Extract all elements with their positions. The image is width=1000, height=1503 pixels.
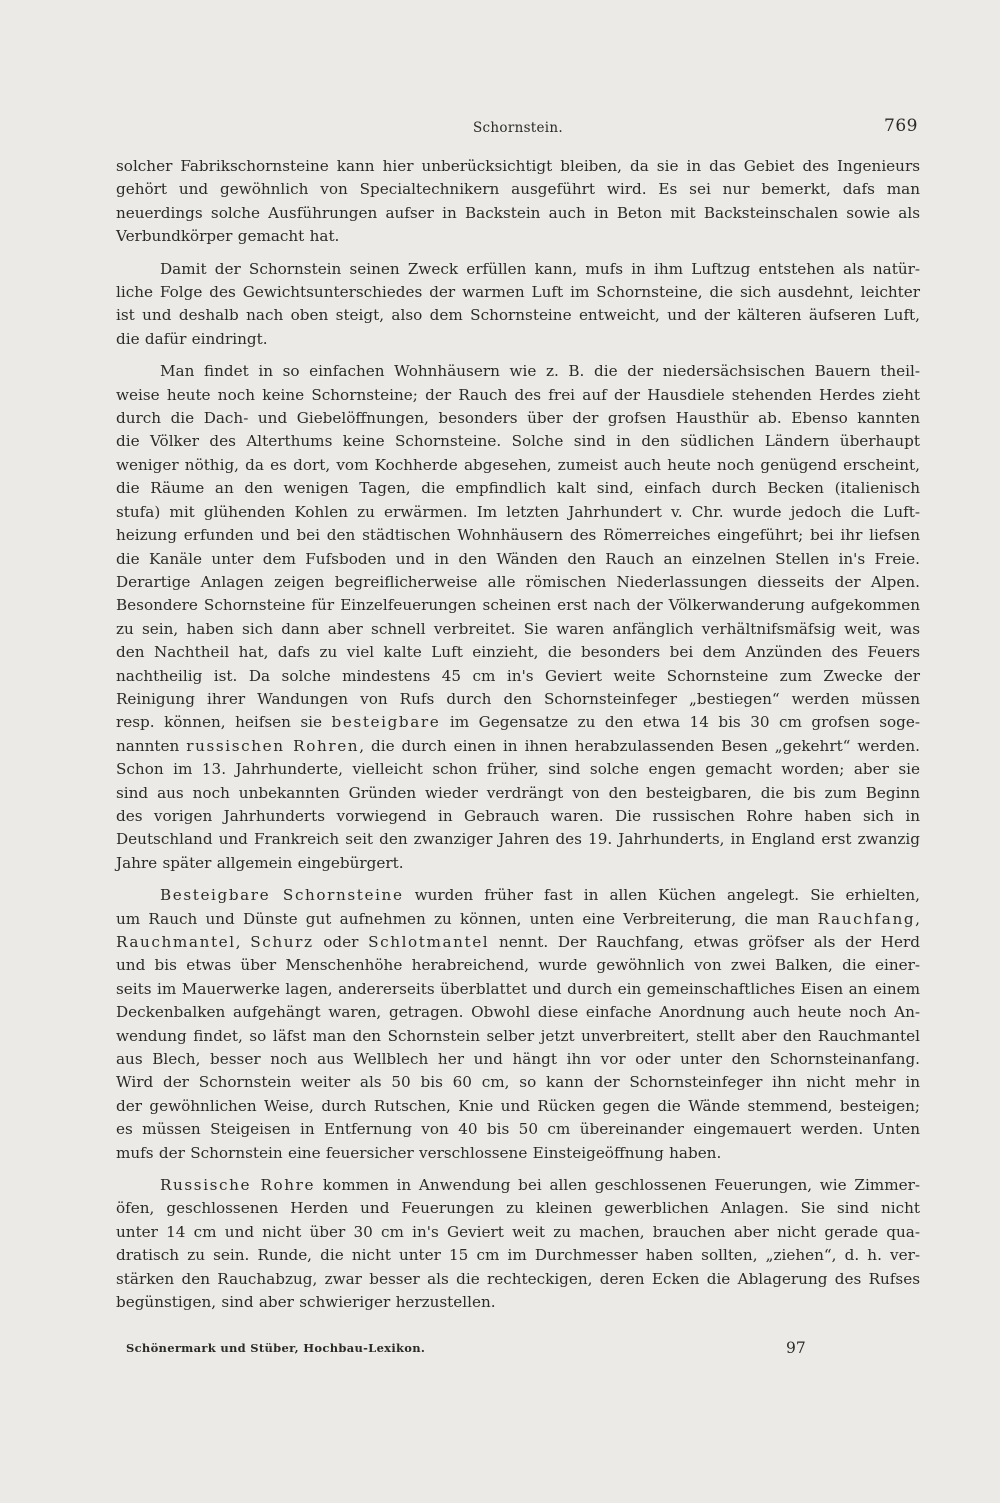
text-segment: um Rauch und Dünste gut aufnehmen zu können, unten eine Verbreiterung, die man — [116, 909, 818, 928]
text-line: zu sein, haben sich dann aber schnell verbreitet. Sie waren anfänglich verhältnifsmäfsig weit, was — [116, 619, 920, 638]
text-line: Besondere Schornsteine für Einzelfeuerungen scheinen erst nach der Völkerwanderung aufgekommen — [116, 596, 920, 615]
text-line: des vorigen Jahrhunderts vorwiegend in Gebrauch waren. Die russischen Rohre haben sich in — [116, 806, 920, 825]
text-line — [116, 735, 920, 758]
running-head — [116, 116, 920, 140]
text-line: unter 14 cm und nicht über 30 cm in's Geviert weit zu machen, brauchen aber nicht gerade qua- — [116, 1222, 920, 1241]
text-line: mufs der Schornstein eine feuersicher verschlossene Einsteigeöffnung haben. — [116, 1143, 722, 1162]
text-segment: nennt. Der Rauchfang, etwas gröfser als der Herd — [489, 933, 921, 951]
text-line: seits im Mauerwerke lagen, andererseits überblattet und durch ein gemeinschaftliches Eisen an einem — [116, 979, 920, 998]
text-line: solcher Fabrikschornsteine kann hier unberücksichtigt bleiben, da sie in das Gebiet des Ingenieurs — [116, 157, 920, 175]
text-line: dratisch zu sein. Runde, die nicht unter 15 cm im Durchmesser haben sollten, „ziehen“, d. h. ver- — [116, 1246, 920, 1265]
paragraph-3 — [116, 360, 920, 875]
text-line: Man findet in so einfachen Wohnhäusern wie z. B. die der niedersächsischen Bauern theil- — [160, 362, 920, 381]
text-line: Wird der Schornstein weiter als 50 bis 60 cm, so kann der Schornsteinfeger ihn nicht mehr in — [116, 1073, 920, 1092]
spaced-term: besteigbare — [331, 713, 441, 732]
text-line: nachtheilig ist. Da solche mindestens 45 cm in's Geviert weite Schornsteine zum Zwecke der — [116, 666, 920, 685]
running-title: Schornstein. — [472, 120, 564, 136]
text-line: sind aus noch unbekannten Gründen wieder verdrängt von den besteigbaren, die bis zum Beginn — [116, 783, 920, 802]
text-line: öfen, geschlossenen Herden und Feuerungen zu kleinen gewerblichen Anlagen. Sie sind nicht — [116, 1199, 920, 1218]
page-number: 769 — [884, 116, 918, 136]
spaced-term: Schlotmantel — [368, 933, 490, 951]
text-segment: , — [915, 909, 920, 928]
text-line: Jahre später allgemein eingebürgert. — [116, 853, 404, 872]
page-footer — [126, 1339, 806, 1361]
text-line: und bis etwas über Menschenhöhe herabreichend, wurde gewöhnlich von zwei Balken, die einer- — [116, 956, 920, 975]
text-line — [116, 931, 920, 954]
body-text — [116, 155, 920, 1315]
text-line: weise heute noch keine Schornsteine; der Rauch des frei auf der Hausdiele stehenden Herdes zieht — [116, 385, 920, 404]
text-line: Deutschland und Frankreich seit den zwanziger Jahren des 19. Jahrhunderts, in England erst zwanzig — [116, 830, 920, 849]
text-line: weniger nöthig, da es dort, vom Kochherde abgesehen, zumeist auch heute noch genügend erscheint, — [116, 455, 920, 474]
paragraph-2 — [116, 258, 920, 352]
sheet-signature: 97 — [786, 1339, 806, 1357]
text-line: die Völker des Alterthums keine Schornsteine. Solche sind in den südlichen Ländern überhaupt — [116, 432, 920, 451]
spaced-term: Besteigbare Schornsteine — [160, 886, 404, 905]
text-line: wendung findet, so läfst man den Schornstein selber jetzt unverbreitert, stellt aber den Rauchmantel — [116, 1026, 920, 1045]
text-line: stärken den Rauchabzug, zwar besser als die rechteckigen, deren Ecken die Ablagerung des Rufses — [116, 1269, 920, 1288]
text-line — [116, 884, 920, 907]
spaced-term: russischen Rohren — [186, 736, 360, 755]
spaced-term: Rauchmantel — [116, 933, 236, 951]
spaced-term: Rauchfang — [817, 909, 916, 928]
text-segment: , — [235, 933, 251, 951]
text-line: Schon im 13. Jahrhunderte, vielleicht schon früher, sind solche engen gemacht worden; aber sie — [116, 760, 920, 779]
text-line: Damit der Schornstein seinen Zweck erfüllen kann, mufs in ihm Luftzug entstehen als natür- — [160, 259, 920, 278]
spaced-term: Russische Rohre — [160, 1176, 316, 1195]
text-segment: nannten — [116, 736, 187, 755]
text-line: die Räume an den wenigen Tagen, die empfindlich kalt sind, einfach durch Becken (italienisch — [116, 479, 920, 498]
text-line: durch die Dach- und Giebelöffnungen, besonders über der grofsen Hausthür ab. Ebenso kannten — [116, 409, 920, 428]
text-line — [116, 711, 920, 734]
text-line — [116, 908, 920, 931]
text-line: heizung erfunden und bei den städtischen Wohnhäusern des Römerreiches eingeführt; bei ihr liefsen — [116, 526, 920, 545]
text-line: stufa) mit glühenden Kohlen zu erwärmen. Im letzten Jahrhundert v. Chr. wurde jedoch die Luft- — [116, 502, 920, 521]
text-line: die dafür eindringt. — [116, 329, 268, 348]
text-line: es müssen Steigeisen in Entfernung von 40 bis 50 cm übereinander eingemauert werden. Unten — [116, 1120, 920, 1139]
text-line: Derartige Anlagen zeigen begreiflicherweise alle römischen Niederlassungen diesseits der Alpen. — [116, 572, 920, 591]
text-line: gehört und gewöhnlich von Specialtechnikern ausgeführt wird. Es sei nur bemerkt, dafs man — [116, 180, 920, 199]
text-line: neuerdings solche Ausführungen aufser in Backstein auch in Beton mit Backsteinschalen sowie als — [116, 203, 920, 222]
spaced-term: Schurz — [250, 933, 314, 951]
text-line: liche Folge des Gewichtsunterschiedes der warmen Luft im Schornsteine, die sich ausdehnt, leichter — [116, 283, 920, 302]
text-line: begünstigen, sind aber schwieriger herzustellen. — [116, 1293, 496, 1312]
text-line: die Kanäle unter dem Fufsboden und in den Wänden den Rauch an einzelnen Stellen in's Freie. — [116, 549, 920, 568]
paragraph-4 — [116, 884, 920, 1165]
text-segment: resp. können, heifsen sie — [116, 713, 332, 732]
text-line: ist und deshalb nach oben steigt, also dem Schornsteine entweicht, und der kälteren äufseren Luft, — [116, 306, 920, 325]
text-segment: wurden früher fast in allen Küchen angelegt. Sie erhielten, — [403, 886, 920, 905]
text-segment: im Gegensatze zu den etwa 14 bis 30 cm grofsen soge- — [440, 713, 921, 732]
paragraph-1 — [116, 155, 920, 249]
text-line: Deckenbalken aufgehängt waren, getragen. Obwohl diese einfache Anordnung auch heute noch An- — [116, 1003, 920, 1022]
text-segment: kommen in Anwendung bei allen geschlossenen Feuerungen, wie Zimmer- — [315, 1176, 920, 1195]
text-line: der gewöhnlichen Weise, durch Rutschen, Knie und Rücken gegen die Wände stemmend, besteigen; — [116, 1096, 920, 1115]
text-line: Reinigung ihrer Wandungen von Rufs durch den Schornsteinfeger „bestiegen“ werden müssen — [116, 689, 920, 708]
text-segment: , die durch einen in ihnen herabzulassenden Besen „gekehrt“ werden. — [359, 736, 920, 755]
footer-source: Schönermark und Stüber, Hochbau-Lexikon. — [126, 1341, 426, 1355]
text-line: aus Blech, besser noch aus Wellblech her und hängt ihn vor oder unter den Schornsteinanfang. — [116, 1050, 920, 1069]
paragraph-5 — [116, 1174, 920, 1314]
text-line — [116, 1174, 920, 1197]
text-segment: oder — [313, 933, 369, 951]
text-line: Verbundkörper gemacht hat. — [116, 227, 340, 246]
text-line: den Nachtheil hat, dafs zu viel kalte Luft einzieht, die besonders bei dem Anzünden des Feuers — [116, 643, 920, 662]
